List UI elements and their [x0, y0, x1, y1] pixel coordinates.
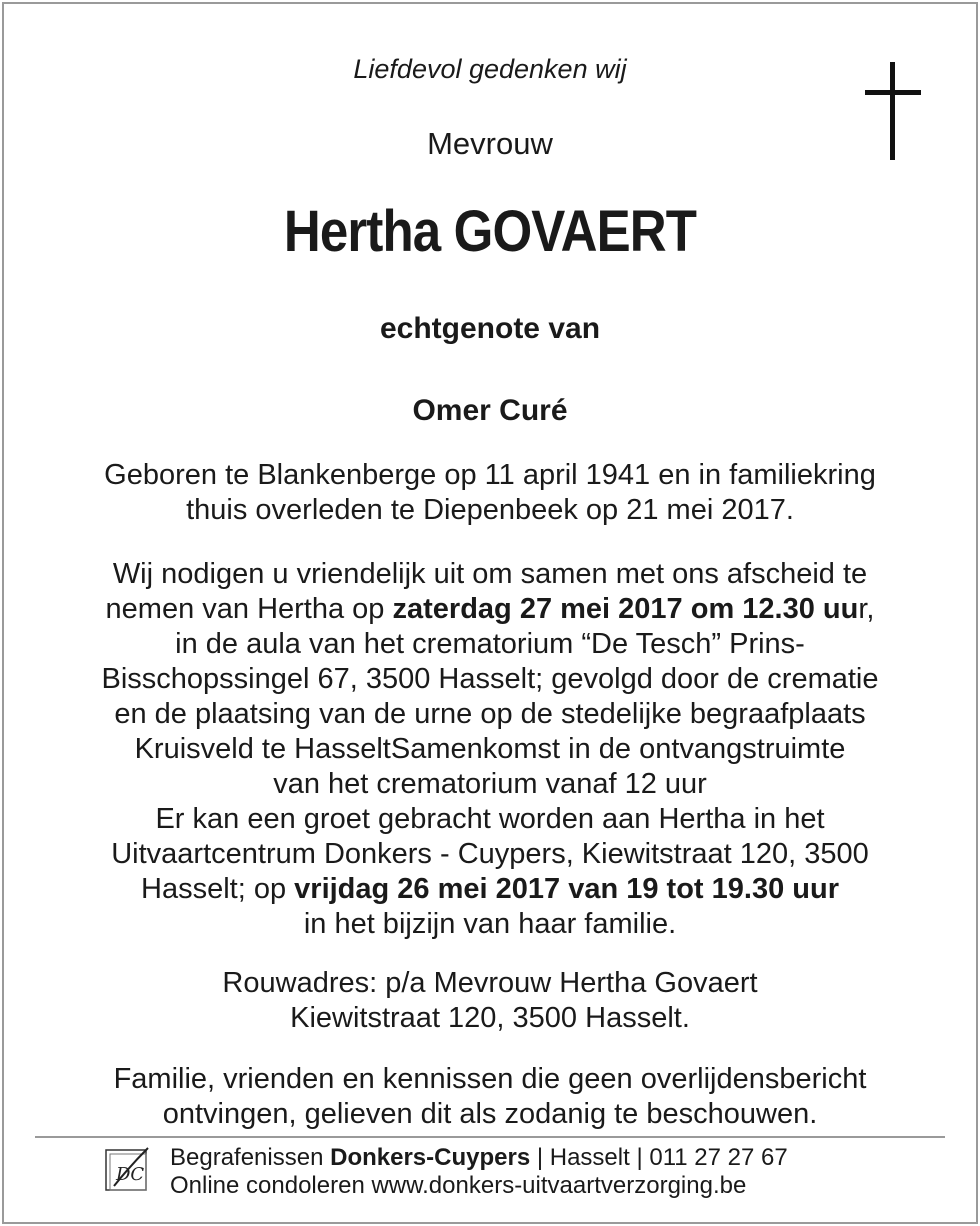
footer-prefix: Begrafenissen [170, 1144, 331, 1171]
note-line-1: Familie, vrienden en kennissen die geen overlijdensbericht [113, 1063, 867, 1095]
birth-line-2: thuis overleden te Diepenbeek op 21 mei 2017. [186, 494, 794, 526]
ceremony-line-9: Uitvaartcentrum Donkers - Cuypers, Kiewitstraat 120, 3500 [111, 838, 869, 870]
ceremony-line-3: in de aula van het crematorium “De Tesch” Prins- [175, 628, 805, 660]
svg-text:DC: DC [116, 1164, 145, 1185]
intro-text: Liefdevol gedenken wij [353, 54, 627, 84]
birth-death-paragraph [0, 458, 980, 528]
ceremony-line-2-pre: nemen van Hertha op [105, 593, 393, 625]
address-line-1: Rouwadres: p/a Mevrouw Hertha Govaert [222, 967, 758, 999]
spouse-name: Omer Curé [412, 394, 568, 427]
closing-note [0, 1062, 980, 1132]
ceremony-line-7: van het crematorium vanaf 12 uur [273, 768, 707, 800]
footer-block [170, 1144, 788, 1200]
deceased-name: Hertha GOVAERT [283, 199, 697, 264]
ceremony-line-10 [0, 872, 980, 907]
address-line-2: Kiewitstraat 120, 3500 Hasselt. [290, 1002, 690, 1034]
funeral-home-name: Donkers-Cuypers [330, 1144, 531, 1171]
ceremony-line-2-post: r, [858, 593, 875, 625]
footer-line-1 [170, 1144, 788, 1172]
ceremony-line-5: en de plaatsing van de urne op de stedelijke begraafplaats [114, 698, 866, 730]
spouse-label: echtgenote van [379, 312, 601, 345]
ceremony-line-4: Bisschopssingel 67, 3500 Hasselt; gevolgd door de crematie [101, 663, 879, 695]
ceremony-paragraph [0, 557, 980, 942]
footer-divider [35, 1136, 945, 1138]
funeral-home-logo-icon [104, 1146, 152, 1194]
birth-line-1: Geboren te Blankenberge op 11 april 1941 en in familiekring [104, 459, 876, 491]
ceremony-line-6: Kruisveld te HasseltSamenkomst in de ontvangstruimte [134, 733, 846, 765]
footer-line-2: Online condoleren www.donkers-uitvaartverzorging.be [170, 1172, 747, 1199]
ceremony-line-8: Er kan een groet gebracht worden aan Hertha in het [155, 803, 825, 835]
visitation-time: vrijdag 26 mei 2017 van 19 tot 19.30 uur [294, 873, 839, 905]
ceremony-date: zaterdag 27 mei 2017 om 12.30 uu [392, 593, 859, 625]
ceremony-line-11: in het bijzijn van haar familie. [303, 908, 677, 940]
mourning-address [0, 966, 980, 1036]
honorific: Mevrouw [427, 126, 553, 161]
footer-contact: | Hasselt | 011 27 27 67 [530, 1144, 788, 1171]
ceremony-line-10-pre: Hasselt; op [141, 873, 295, 905]
ceremony-line-1: Wij nodigen u vriendelijk uit om samen met ons afscheid te [112, 558, 868, 590]
note-line-2: ontvingen, gelieven dit als zodanig te beschouwen. [162, 1098, 818, 1130]
ceremony-line-2 [0, 592, 980, 627]
